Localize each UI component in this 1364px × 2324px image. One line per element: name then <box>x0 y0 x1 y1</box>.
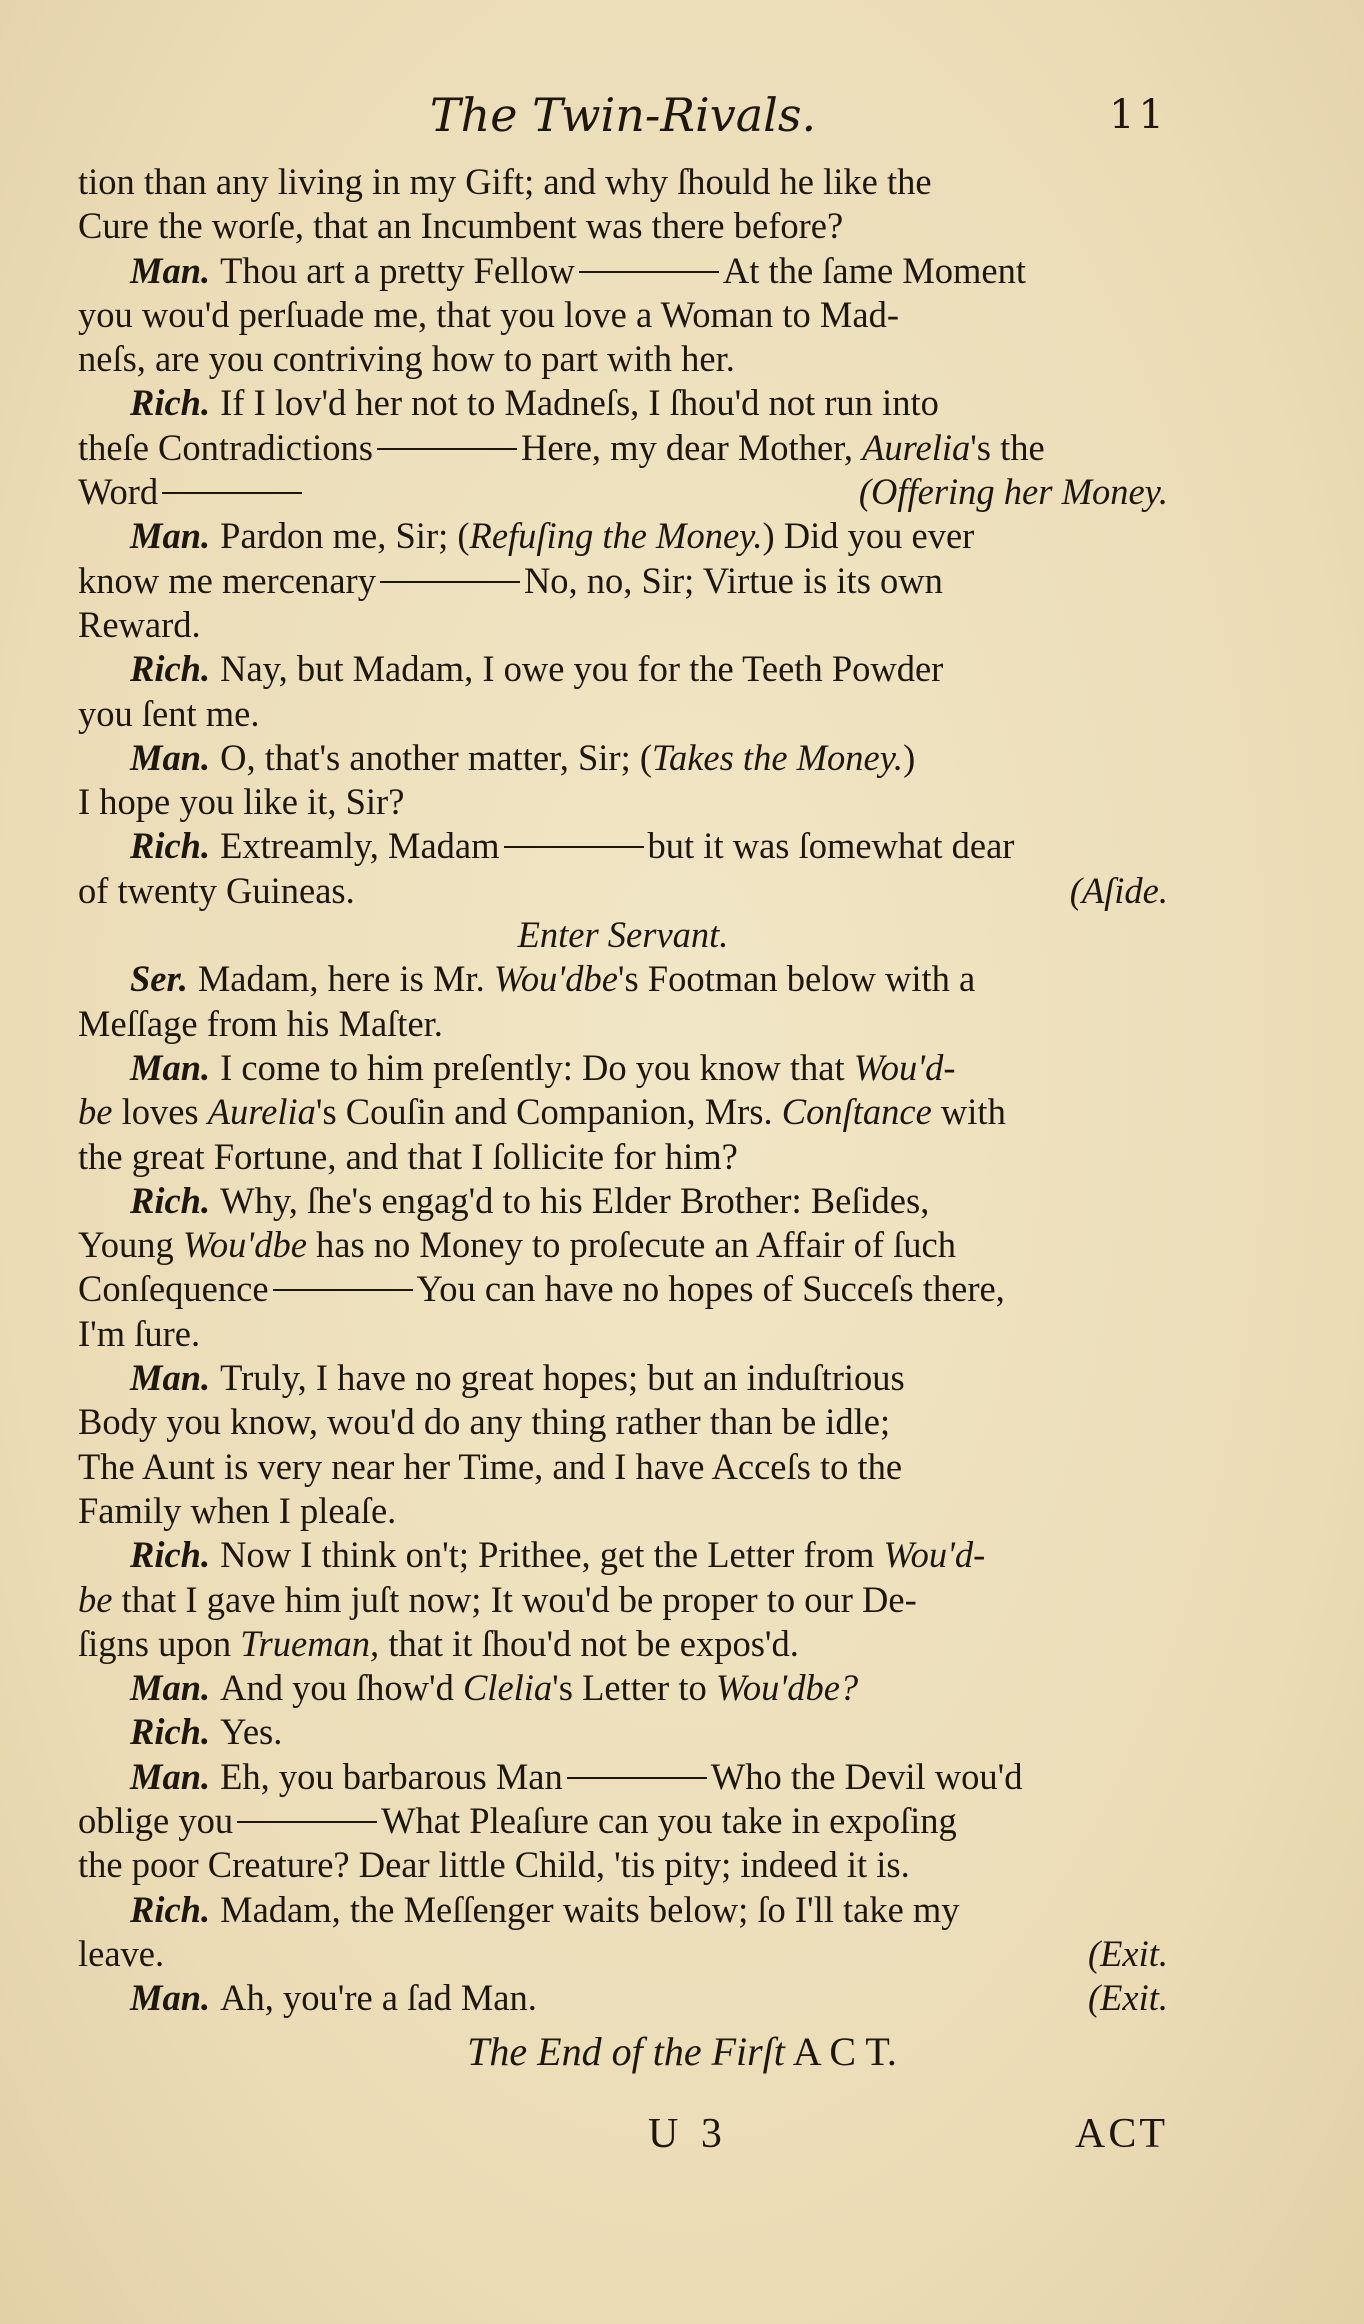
italic-text: be <box>78 1091 113 1133</box>
text-line <box>78 1578 1168 1622</box>
text-line <box>78 426 1168 470</box>
italic-text: (Exit. <box>1087 1977 1168 2019</box>
text-segment: I come to him preſently: Do you know that <box>220 1046 854 1088</box>
text-segment: loves <box>112 1091 208 1133</box>
italic-text: Conſtance <box>781 1091 932 1133</box>
text-segment: Here, my dear Mother, <box>520 426 863 468</box>
text-line <box>78 869 1168 913</box>
italic-text: Aurelia <box>862 426 971 468</box>
text-segment: Why, ſhe's engag'd to his Elder Brother: Beſides, <box>220 1179 930 1221</box>
italic-text: be <box>78 1578 113 1620</box>
text-line <box>78 1932 1168 1976</box>
text-segment: tion than any living in my Gift; and why ſhould he like the <box>78 161 932 202</box>
em-dash-rule <box>567 1777 707 1779</box>
speaker-name: Man. <box>130 249 211 291</box>
text-segment: ) <box>903 736 916 778</box>
speaker-name: Man. <box>130 736 211 778</box>
text-segment: Pardon me, Sir; ( <box>220 515 470 557</box>
page-number: 11 <box>1109 92 1168 138</box>
signature-mark: U 3 <box>648 2111 728 2157</box>
text-segment: Extreamly, Madam <box>220 825 500 867</box>
text-segment: ſigns upon <box>78 1622 241 1664</box>
em-dash-rule <box>380 581 520 583</box>
text-line <box>78 559 1168 603</box>
text-segment: 's the <box>970 426 1045 468</box>
text-segment: 's Letter to <box>552 1667 716 1709</box>
text-segment: Now I think on't; Prithee, get the Letter from <box>220 1534 884 1576</box>
end-of-act-roman: A C T. <box>792 2029 897 2074</box>
text-segment: No, no, Sir; Virtue is its own <box>523 559 943 601</box>
text-segment: neſs, are you contriving how to part with her. <box>78 338 735 380</box>
text-line <box>78 692 1168 736</box>
text-segment: theſe Contradictions <box>78 426 373 468</box>
speaker-name: Ser. <box>130 958 188 1000</box>
text-line <box>78 957 1168 1001</box>
catchword: ACT <box>1075 2111 1168 2157</box>
text-segment: You can have no hopes of Succeſs there, <box>416 1268 1005 1310</box>
text-line <box>78 1179 1168 1223</box>
text-segment: Conſequence <box>78 1268 269 1310</box>
italic-text: Aurelia <box>207 1091 316 1133</box>
text-segment: O, that's another matter, Sir; ( <box>220 736 652 778</box>
text-line <box>78 249 1168 293</box>
speaker-name: Man. <box>130 1357 211 1399</box>
text-segment: If I lov'd her not to Madneſs, I ſhou'd not run into <box>220 382 939 424</box>
italic-text: Wou'dbe <box>182 1224 307 1266</box>
text-line <box>78 1046 1168 1090</box>
italic-text: Takes the Money. <box>652 736 904 778</box>
speaker-name: Rich. <box>130 825 211 867</box>
text-segment: that it ſhou'd not be expos'd. <box>379 1622 799 1664</box>
running-title: The Twin-Rivals. <box>429 88 817 142</box>
text-segment: of twenty Guineas. <box>78 869 355 911</box>
text-segment: I'm ſure. <box>78 1312 201 1354</box>
text-segment: the poor Creature? Dear little Child, 'tis pity; indeed it is. <box>78 1844 910 1886</box>
text-segment: has no Money to proſecute an Affair of ſuch <box>306 1224 956 1266</box>
text-line <box>78 1843 1168 1887</box>
em-dash-rule <box>579 271 719 273</box>
text-line <box>78 514 1168 558</box>
text-segment: Yes. <box>220 1711 283 1753</box>
text-line <box>78 1622 1168 1666</box>
text-segment: What Pleaſure can you take in expoſing <box>381 1799 957 1841</box>
text-line <box>78 1666 1168 1710</box>
text-segment: but it was ſomewhat dear <box>647 825 1015 867</box>
text-line <box>78 1356 1168 1400</box>
italic-text: (Offering her Money. <box>858 471 1168 513</box>
text-segment: 's Footman below with a <box>617 958 976 1000</box>
speaker-name: Man. <box>130 515 211 557</box>
text-segment: with <box>931 1091 1006 1133</box>
speaker-name: Rich. <box>130 382 211 424</box>
text-segment: 's Couſin and Companion, Mrs. <box>315 1091 782 1133</box>
speaker-name: Man. <box>130 1667 211 1709</box>
end-of-act <box>0 2028 1364 2075</box>
text-line <box>78 647 1168 691</box>
italic-text: Wou'd- <box>853 1046 956 1088</box>
text-line <box>78 1267 1168 1311</box>
text-line <box>78 1799 1168 1843</box>
text-segment: At the ſame Moment <box>722 249 1027 291</box>
text-line <box>78 736 1168 780</box>
text-line <box>78 1445 1168 1489</box>
text-line <box>78 1400 1168 1444</box>
text-segment: that I gave him juſt now; It wou'd be proper to our De- <box>112 1578 917 1620</box>
italic-text: Trueman, <box>240 1622 380 1664</box>
text-segment: leave. <box>78 1932 165 1974</box>
italic-text: Wou'dbe? <box>715 1667 859 1709</box>
speaker-name: Rich. <box>130 1888 211 1930</box>
text-line <box>78 1312 1168 1356</box>
text-line <box>78 1710 1168 1754</box>
text-line <box>78 204 1168 248</box>
text-segment: Body you know, wou'd do any thing rather than be idle; <box>78 1401 891 1443</box>
text-segment: Who the Devil wou'd <box>710 1755 1023 1797</box>
text-line <box>78 1976 1168 2020</box>
italic-text: Enter Servant. <box>517 914 729 956</box>
speaker-name: Man. <box>130 1046 211 1088</box>
italic-text: Refuſing the Money. <box>469 515 763 557</box>
running-header <box>78 88 1168 148</box>
text-line <box>78 381 1168 425</box>
text-line <box>78 913 1168 957</box>
text-line <box>78 1223 1168 1267</box>
text-segment: Madam, the Meſſenger waits below; ſo I'll take my <box>220 1888 960 1930</box>
text-segment: ) Did you ever <box>762 515 975 557</box>
play-text <box>78 160 1168 2020</box>
text-segment: Cure the worſe, that an Incumbent was there before? <box>78 205 844 247</box>
text-segment: I hope you like it, Sir? <box>78 781 405 823</box>
em-dash-rule <box>273 1289 413 1291</box>
text-segment: oblige you <box>78 1799 234 1841</box>
text-line <box>78 1755 1168 1799</box>
text-line <box>78 470 1168 514</box>
text-segment: Madam, here is Mr. <box>197 958 494 1000</box>
end-of-act-italic: The End of the Firſt <box>467 2029 785 2074</box>
italic-text: Wou'd- <box>883 1534 986 1576</box>
text-segment: know me mercenary <box>78 559 376 601</box>
text-segment: Young <box>78 1224 183 1266</box>
text-segment: And you ſhow'd <box>220 1667 463 1709</box>
text-segment: the great Fortune, and that I ſollicite for him? <box>78 1135 738 1177</box>
text-line <box>78 1489 1168 1533</box>
text-segment: The Aunt is very near her Time, and I have Acceſs to the <box>78 1445 903 1487</box>
speaker-name: Man. <box>130 1977 211 2019</box>
text-segment: you wou'd perſuade me, that you love a Woman to Mad- <box>78 293 899 335</box>
text-line <box>78 824 1168 868</box>
text-segment: Word <box>78 471 159 513</box>
text-line <box>78 160 1168 204</box>
em-dash-rule <box>504 846 644 848</box>
text-segment: Thou art a pretty Fellow <box>220 249 575 291</box>
italic-text: (Aſide. <box>1069 869 1168 911</box>
italic-text: (Exit. <box>1087 1932 1168 1974</box>
text-line <box>78 1090 1168 1134</box>
text-segment: Meſſage from his Maſter. <box>78 1002 443 1044</box>
text-segment: Ah, you're a ſad Man. <box>220 1977 537 2019</box>
text-segment: Eh, you barbarous Man <box>220 1755 563 1797</box>
text-segment: Family when I pleaſe. <box>78 1489 397 1531</box>
speaker-name: Rich. <box>130 1179 211 1221</box>
text-segment: Truly, I have no great hopes; but an induſtrious <box>220 1357 905 1399</box>
text-line <box>78 603 1168 647</box>
speaker-name: Rich. <box>130 1711 211 1753</box>
text-line <box>78 1002 1168 1046</box>
speaker-name: Rich. <box>130 1534 211 1576</box>
text-line <box>78 337 1168 381</box>
text-line <box>78 1888 1168 1932</box>
italic-text: Clelia <box>462 1667 553 1709</box>
page-footer <box>78 2110 1168 2170</box>
text-line <box>78 293 1168 337</box>
em-dash-rule <box>162 492 302 494</box>
text-segment: Reward. <box>78 603 201 645</box>
speaker-name: Rich. <box>130 648 211 690</box>
text-line <box>78 780 1168 824</box>
em-dash-rule <box>237 1821 377 1823</box>
italic-text: Wou'dbe <box>493 958 618 1000</box>
text-segment: you ſent me. <box>78 692 260 734</box>
speaker-name: Man. <box>130 1755 211 1797</box>
text-segment: Nay, but Madam, I owe you for the Teeth Powder <box>220 648 944 690</box>
text-line <box>78 1135 1168 1179</box>
text-line <box>78 1533 1168 1577</box>
em-dash-rule <box>377 448 517 450</box>
